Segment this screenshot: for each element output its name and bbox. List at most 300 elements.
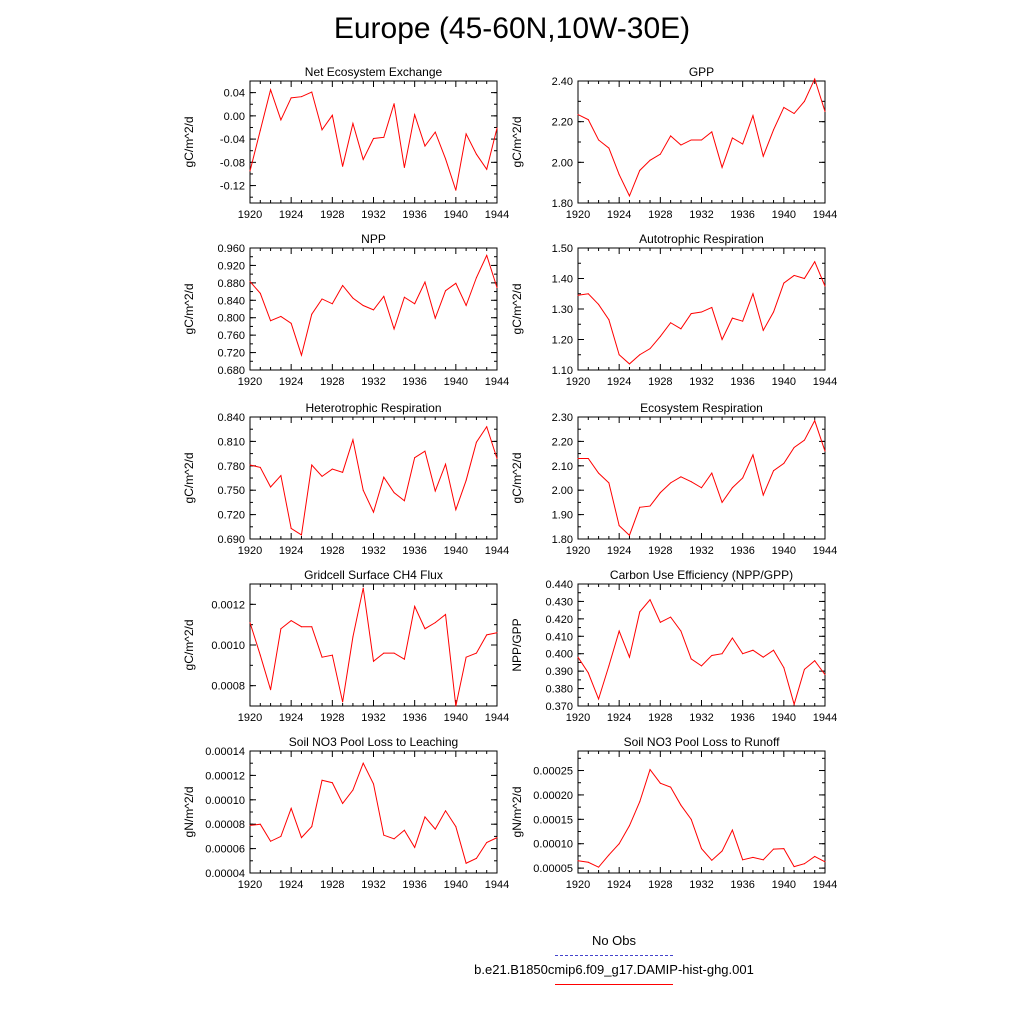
panel-title: Ecosystem Respiration [640,401,763,415]
data-point [383,137,384,138]
data-point [414,114,415,115]
data-point [608,148,609,149]
data-point [608,854,609,855]
y-tick-label: 0.00004 [205,868,245,880]
y-tick-label: 0.380 [545,683,573,696]
data-point [660,622,661,623]
data-point [742,859,743,860]
data-point [280,628,281,629]
y-tick-label: 0.370 [545,701,573,713]
plot-frame [250,417,497,539]
data-point [578,295,579,296]
data-point [414,847,415,848]
data-point [476,653,477,654]
x-tick-label: 1940 [443,879,469,891]
data-point [497,128,498,129]
y-tick-label: 0.720 [217,509,245,522]
series-line [250,763,497,863]
data-point [352,439,353,440]
y-tick-label: 0.420 [545,613,573,626]
data-point [794,447,795,448]
data-point [732,318,733,319]
y-tick-label: 1.40 [551,273,573,286]
data-point [486,255,487,256]
plot-frame [578,751,825,873]
data-point [619,354,620,355]
x-tick-label: 1924 [606,376,632,388]
data-point [578,657,579,658]
x-tick-label: 1944 [484,376,510,388]
data-point [311,626,312,627]
y-tick-label: 0.00015 [533,814,573,827]
y-tick-label: 1.10 [551,365,573,377]
plot-frame [578,417,825,539]
data-point [301,626,302,627]
x-tick-label: 1928 [648,209,673,221]
data-point [280,475,281,476]
x-tick-label: 1944 [812,376,838,388]
data-point [763,495,764,496]
data-point [639,801,640,802]
plot-frame [578,248,825,370]
data-point [322,657,323,658]
x-tick-label: 1932 [689,376,714,388]
y-axis-label: gC/m^2/d [182,619,196,671]
data-point [578,114,579,115]
data-point [783,283,784,284]
y-tick-label: 0.750 [217,485,245,498]
data-point [680,476,681,477]
series-line [578,421,825,536]
data-point [814,420,815,421]
data-point [394,329,395,330]
x-tick-label: 1936 [402,545,427,557]
data-point [578,458,579,459]
data-point [352,636,353,637]
data-point [722,502,723,503]
data-point [773,312,774,313]
x-tick-label: 1924 [606,209,632,221]
y-tick-label: 0.0008 [211,680,245,693]
x-tick-label: 1928 [320,376,345,388]
x-tick-label: 1940 [771,879,797,891]
panel-title: GPP [688,65,715,79]
data-point [373,309,374,310]
data-point [794,704,795,705]
data-point [742,144,743,145]
y-tick-label: -0.08 [219,157,245,170]
data-point [332,655,333,656]
data-point [701,312,702,313]
data-point [352,298,353,299]
data-point [825,111,826,112]
data-point [629,363,630,364]
series-line [578,79,825,196]
y-tick-label: 2.10 [551,460,573,473]
data-point [435,318,436,319]
data-point [722,851,723,852]
x-tick-label: 1920 [565,879,591,891]
data-point [455,509,456,510]
data-point [383,477,384,478]
data-point [404,659,405,660]
y-tick-label: 0.760 [217,330,245,343]
y-tick-label: 2.00 [551,157,573,170]
panel-npp [182,232,509,388]
x-tick-label: 1924 [606,712,632,724]
data-point [578,860,579,861]
data-point [332,469,333,470]
y-axis-label: gN/m^2/d [510,786,524,838]
data-point [260,467,261,468]
x-tick-label: 1924 [278,209,304,221]
data-point [794,275,795,276]
data-point [825,451,826,452]
x-tick-label: 1928 [648,376,673,388]
data-point [639,354,640,355]
y-tick-label: 1.80 [551,534,573,546]
data-point [825,861,826,862]
x-tick-label: 1928 [320,545,345,557]
x-tick-label: 1924 [606,545,632,557]
y-tick-label: 0.920 [217,260,245,273]
data-point [639,170,640,171]
x-tick-label: 1920 [237,879,263,891]
data-point [363,588,364,589]
y-tick-label: 0.00008 [205,819,245,832]
data-point [814,660,815,661]
data-point [825,674,826,675]
data-point [742,478,743,479]
x-tick-label: 1920 [565,209,591,221]
y-tick-label: 1.80 [551,198,573,210]
x-tick-label: 1944 [484,879,510,891]
x-tick-label: 1936 [730,209,755,221]
data-point [588,119,589,120]
x-tick-label: 1932 [361,209,386,221]
x-tick-label: 1920 [565,712,591,724]
data-point [660,154,661,155]
y-axis-label: gC/m^2/d [510,116,524,168]
data-point [291,620,292,621]
data-point [476,277,477,278]
data-point [466,133,467,134]
x-tick-label: 1928 [320,712,345,724]
data-point [701,848,702,849]
data-point [260,824,261,825]
panel-net-ecosystem-exchange [182,65,509,221]
series-line [578,770,825,868]
y-tick-label: 0.410 [545,631,573,644]
data-point [660,783,661,784]
data-point [752,650,753,651]
data-point [608,665,609,666]
x-tick-label: 1928 [648,879,673,891]
y-axis-label: gN/m^2/d [182,786,196,838]
data-point [322,476,323,477]
data-point [332,115,333,116]
data-point [650,348,651,349]
y-tick-label: 0.690 [217,534,245,546]
data-point [701,665,702,666]
data-point [260,130,261,131]
data-point [394,653,395,654]
data-point [794,866,795,867]
x-tick-label: 1940 [771,545,797,557]
data-point [270,689,271,690]
panel-gridcell-surface-ch4-flux [182,568,509,724]
data-point [598,699,599,700]
y-tick-label: 0.440 [545,579,573,591]
x-tick-label: 1940 [771,712,797,724]
y-tick-label: 0.800 [217,312,245,325]
data-point [466,480,467,481]
data-point [373,512,374,513]
y-axis-label: gC/m^2/d [510,283,524,335]
data-point [342,803,343,804]
data-point [445,158,446,159]
x-tick-label: 1944 [812,879,838,891]
data-point [619,525,620,526]
data-point [445,290,446,291]
data-point [311,464,312,465]
data-point [763,859,764,860]
data-point [466,305,467,306]
x-tick-label: 1924 [278,712,304,724]
data-point [722,653,723,654]
x-tick-label: 1928 [648,712,673,724]
data-point [598,473,599,474]
data-point [670,322,671,323]
data-point [711,307,712,308]
plot-frame [578,81,825,203]
data-point [373,661,374,662]
data-point [711,473,712,474]
series-line [250,427,497,535]
x-tick-label: 1920 [237,209,263,221]
data-point [629,825,630,826]
y-tick-label: 0.00005 [533,863,573,876]
data-point [414,457,415,458]
y-tick-label: 0.430 [545,596,573,609]
data-point [732,137,733,138]
y-tick-label: 1.20 [551,334,573,347]
data-point [383,835,384,836]
data-point [260,655,261,656]
panel-ecosystem-respiration [510,401,837,557]
data-point [701,487,702,488]
data-point [332,782,333,783]
data-point [639,507,640,508]
data-point [280,316,281,317]
data-point [394,838,395,839]
data-point [773,470,774,471]
data-point [280,119,281,120]
data-point [445,810,446,811]
y-tick-label: 0.04 [223,87,245,100]
data-point [363,490,364,491]
x-tick-label: 1936 [730,712,755,724]
x-tick-label: 1940 [443,712,469,724]
data-point [322,298,323,299]
y-tick-label: 0.880 [217,277,245,290]
data-point [497,632,498,633]
data-point [455,190,456,191]
data-point [342,472,343,473]
data-point [497,287,498,288]
panel-title: Gridcell Surface CH4 Flux [304,568,443,582]
data-point [660,336,661,337]
data-point [445,464,446,465]
data-point [404,167,405,168]
x-tick-label: 1944 [812,209,838,221]
data-point [670,787,671,788]
data-point [363,305,364,306]
data-point [670,617,671,618]
data-point [629,657,630,658]
panel-title: Heterotrophic Respiration [305,401,442,415]
y-axis-label: gC/m^2/d [182,283,196,335]
data-point [394,492,395,493]
data-point [250,825,251,826]
y-tick-label: 2.00 [551,485,573,498]
x-tick-label: 1924 [278,545,304,557]
data-point [691,139,692,140]
data-point [804,863,805,864]
data-point [270,320,271,321]
x-tick-label: 1940 [443,545,469,557]
data-point [270,89,271,90]
data-point [680,805,681,806]
data-point [404,500,405,501]
x-tick-label: 1940 [771,209,797,221]
series-line [250,588,497,706]
x-tick-label: 1920 [237,376,263,388]
data-point [680,328,681,329]
panel-heterotrophic-respiration [182,401,509,557]
x-tick-label: 1936 [730,879,755,891]
y-tick-label: 0.00020 [533,789,573,802]
data-point [598,304,599,305]
data-point [270,486,271,487]
data-point [435,829,436,830]
x-tick-label: 1944 [812,712,838,724]
data-point [773,650,774,651]
x-tick-label: 1928 [320,209,345,221]
data-point [270,841,271,842]
data-point [394,103,395,104]
y-tick-label: 0.720 [217,347,245,360]
data-point [342,166,343,167]
x-tick-label: 1932 [361,712,386,724]
data-point [608,319,609,320]
data-point [752,454,753,455]
y-axis-label: NPP/GPP [510,618,524,672]
panel-title: Carbon Use Efficiency (NPP/GPP) [609,568,794,582]
data-point [814,261,815,262]
y-tick-label: 0.0012 [211,599,245,612]
data-point [322,129,323,130]
panel-carbon-use-efficiency-npp-gpp [510,568,837,724]
y-tick-label: 0.680 [217,365,245,377]
data-point [598,139,599,140]
data-point [619,631,620,632]
y-tick-label: 0.00010 [205,794,245,807]
y-tick-label: -0.12 [219,180,245,193]
data-point [629,195,630,196]
data-point [250,171,251,172]
data-point [732,487,733,488]
data-point [722,339,723,340]
y-tick-label: 0.840 [217,295,245,308]
data-point [783,667,784,668]
data-point [332,303,333,304]
x-tick-label: 1932 [689,209,714,221]
y-tick-label: 2.20 [551,436,573,449]
data-point [814,856,815,857]
data-point [476,858,477,859]
data-point [619,174,620,175]
data-point [650,599,651,600]
data-point [763,330,764,331]
data-point [301,355,302,356]
data-point [497,458,498,459]
data-point [404,830,405,831]
data-point [301,534,302,535]
y-tick-label: -0.04 [219,134,245,147]
x-tick-label: 1932 [689,545,714,557]
series-line [578,600,825,705]
y-tick-label: 0.00006 [205,843,245,856]
data-point [435,132,436,133]
x-tick-label: 1940 [443,376,469,388]
data-point [629,535,630,536]
x-tick-label: 1920 [565,545,591,557]
data-point [455,706,456,707]
data-point [701,139,702,140]
data-point [486,842,487,843]
series-line [250,90,497,191]
data-point [291,323,292,324]
data-point [414,606,415,607]
data-point [424,816,425,817]
x-tick-label: 1932 [361,545,386,557]
data-point [598,867,599,868]
y-tick-label: 1.90 [551,509,573,522]
data-point [250,281,251,282]
data-point [466,657,467,658]
panel-autotrophic-respiration [510,232,837,388]
x-tick-label: 1936 [402,879,427,891]
series-line [578,262,825,364]
data-point [783,463,784,464]
data-point [476,154,477,155]
x-tick-label: 1920 [237,712,263,724]
x-tick-label: 1936 [730,545,755,557]
data-point [435,622,436,623]
data-point [291,808,292,809]
x-tick-label: 1932 [689,712,714,724]
x-tick-label: 1924 [278,879,304,891]
data-point [466,863,467,864]
y-axis-label: gC/m^2/d [182,452,196,504]
plot-frame [250,81,497,203]
data-point [752,857,753,858]
x-tick-label: 1928 [648,545,673,557]
x-tick-label: 1936 [402,376,427,388]
data-point [763,657,764,658]
data-point [322,780,323,781]
